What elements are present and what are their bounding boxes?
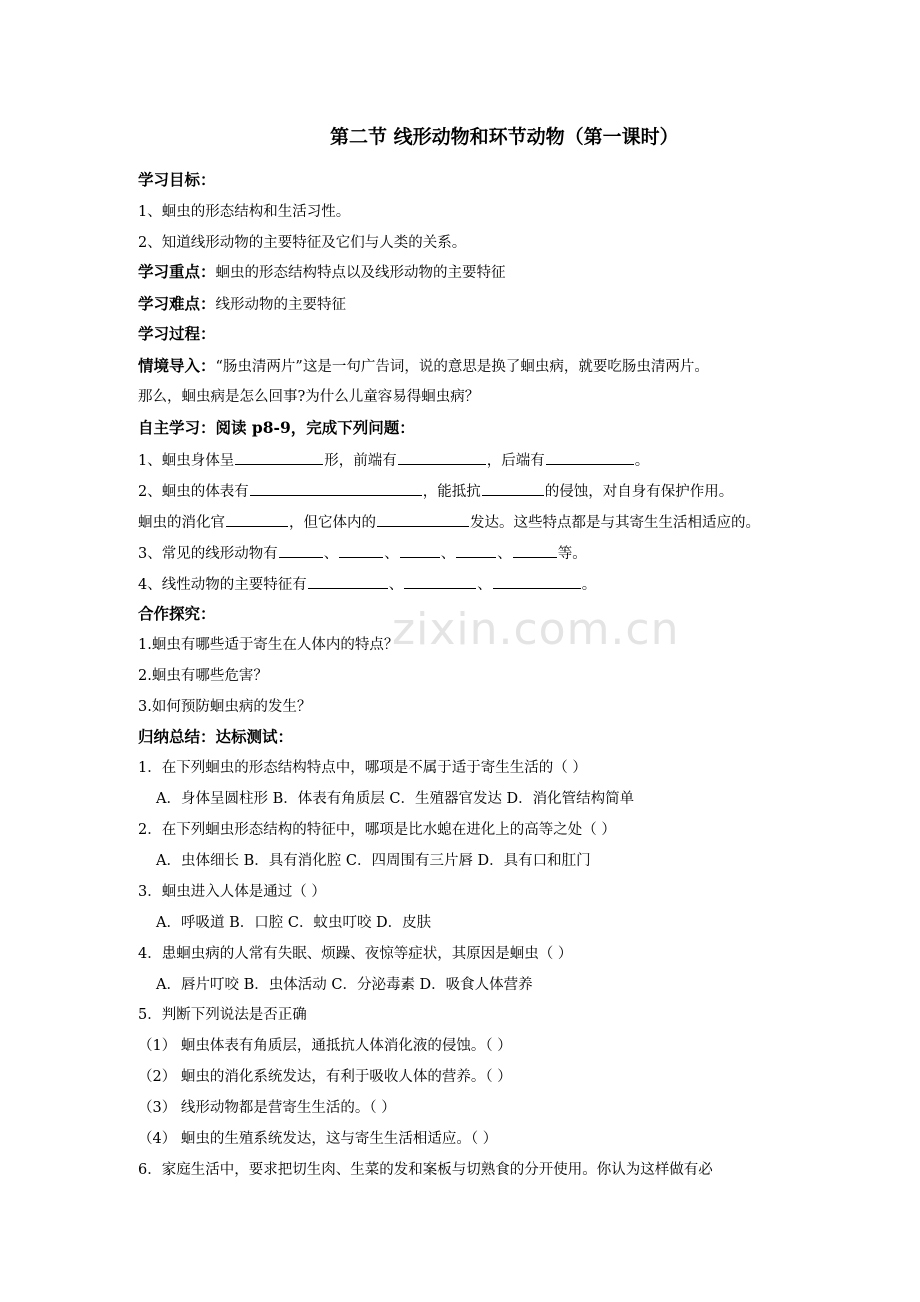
question-2 [138,481,733,502]
q1-blank-3[interactable] [546,450,634,465]
self-study-heading: 自主学习：阅读 p8-9，完成下列问题： [138,418,415,437]
test-2-options: A．虫体细长 B．具有消化腔 C．四周围有三片唇 D．具有口和肛门 [156,853,591,869]
q2-blank-1[interactable] [250,481,422,496]
difficulty-text: 线形动物的主要特征 [215,297,347,313]
q3-sep-2: 、 [384,546,399,562]
intro [138,356,709,377]
watermark: zixin.com.cn [392,604,680,655]
q3-sep-1: 、 [323,546,339,562]
q2b-text-a: 蛔虫的消化官 [138,515,225,531]
test-5-item-1: （1） 蛔虫体表有角质层，通抵抗人体消化液的侵蚀。（ ） [138,1038,512,1054]
q3-blank-5[interactable] [513,543,557,558]
page-title: 第二节 线形动物和环节动物（第一课时） [330,126,679,148]
question-4 [138,574,596,595]
q4-blank-2[interactable] [404,574,476,589]
question-2-cont [138,512,760,533]
q3-text-a: 3、常见的线形动物有 [138,546,278,562]
q2b-blank-2[interactable] [377,512,469,527]
intro-label: 情境导入： [138,356,216,375]
test-3-options: A．呼吸道 B．口腔 C．蚊虫叮咬 D．皮肤 [156,915,432,931]
test-5-item-3: （3） 线形动物都是营寄生生活的。（ ） [138,1100,396,1116]
goals-heading: 学习目标： [138,170,216,189]
key-label: 学习重点： [138,262,216,281]
q4-sep-1: 、 [388,577,404,593]
q3-blank-3[interactable] [400,543,440,558]
q1-text-d: 。 [634,453,650,469]
q4-text-a: 4、线性动物的主要特征有 [138,577,307,593]
q2b-text-c: 发达。这些特点都是与其寄生生活相适应的。 [470,515,760,531]
difficulty [138,294,346,315]
intro-text-2: 那么，蛔虫病是怎么回事?为什么儿童容易得蛔虫病？ [138,389,480,405]
test-5-item-2: （2） 蛔虫的消化系统发达，有利于吸收人体的营养。（ ） [138,1069,512,1085]
process-heading: 学习过程： [138,324,216,343]
q2-text-a: 2、蛔虫的体表有 [138,484,249,500]
test-2: 2．在下列蛔虫形态结构的特征中，哪项是比水螅在进化上的高等之处（ ） [138,822,616,838]
q2b-blank-1[interactable] [226,512,288,527]
q1-blank-1[interactable] [235,450,323,465]
test-1: 1．在下列蛔虫的形态结构特点中，哪项是不属于适于寄生生活的（ ） [138,760,587,776]
q4-sep-2: 、 [477,577,492,593]
test-5: 5．判断下列说法是否正确 [138,1007,307,1023]
test-3: 3．蛔虫进入人体是通过（ ） [138,884,326,900]
q4-blank-1[interactable] [308,574,388,589]
q2-blank-2[interactable] [482,481,544,496]
q3-blank-4[interactable] [456,543,496,558]
q2-text-c: 的侵蚀，对自身有保护作用。 [544,484,734,500]
coop-question-3: 3.如何预防蛔虫病的发生？ [138,699,312,715]
q4-end: 。 [581,577,597,593]
cooperation-heading: 合作探究： [138,604,216,623]
q3-sep-3: 、 [440,546,456,562]
goal-2: 2、知道线形动物的主要特征及它们与人类的关系。 [138,235,467,251]
coop-question-2: 2.蛔虫有哪些危害？ [138,668,268,684]
goal-1: 1、蛔虫的形态结构和生活习性。 [138,204,351,220]
difficulty-label: 学习难点： [138,294,216,313]
key-text: 蛔虫的形态结构特点以及线形动物的主要特征 [215,265,506,281]
test-5-item-4: （4） 蛔虫的生殖系统发达，这与寄生生活相适应。（ ） [138,1131,498,1147]
q3-sep-4: 、 [497,546,512,562]
test-1-options: A．身体呈圆柱形 B．体表有角质层 C．生殖器官发达 D．消化管结构简单 [156,791,635,807]
q1-text-a: 1、蛔虫身体呈 [138,453,235,469]
test-4: 4．患蛔虫病的人常有失眠、烦躁、夜惊等症状，其原因是蛔虫（ ） [138,946,573,962]
q3-blank-2[interactable] [339,543,383,558]
q1-text-c: ，后端有 [486,453,545,469]
question-1 [138,450,649,471]
q3-blank-1[interactable] [279,543,323,558]
key-point [138,262,506,283]
q3-end: 等。 [557,546,587,562]
q1-blank-2[interactable] [398,450,486,465]
test-6: 6．家庭生活中，要求把切生肉、生菜的发和案板与切熟食的分开使用。你认为这样做有必 [138,1162,713,1178]
question-3 [138,543,587,564]
intro-text: “肠虫清两片”这是一句广告词，说的意思是换了蛔虫病，就要吃肠虫清两片。 [215,359,709,375]
q1-text-b: 形，前端有 [324,453,397,469]
coop-question-1: 1.蛔虫有哪些适于寄生在人体内的特点？ [138,637,399,653]
q4-blank-3[interactable] [493,574,581,589]
q2-text-b: ，能抵抗 [422,484,481,500]
q2b-text-b: ，但它体内的 [289,515,376,531]
test-4-options: A．唇片叮咬 B．虫体活动 C．分泌毒素 D．吸食人体营养 [156,977,533,993]
summary-heading: 归纳总结：达标测试： [138,727,294,746]
